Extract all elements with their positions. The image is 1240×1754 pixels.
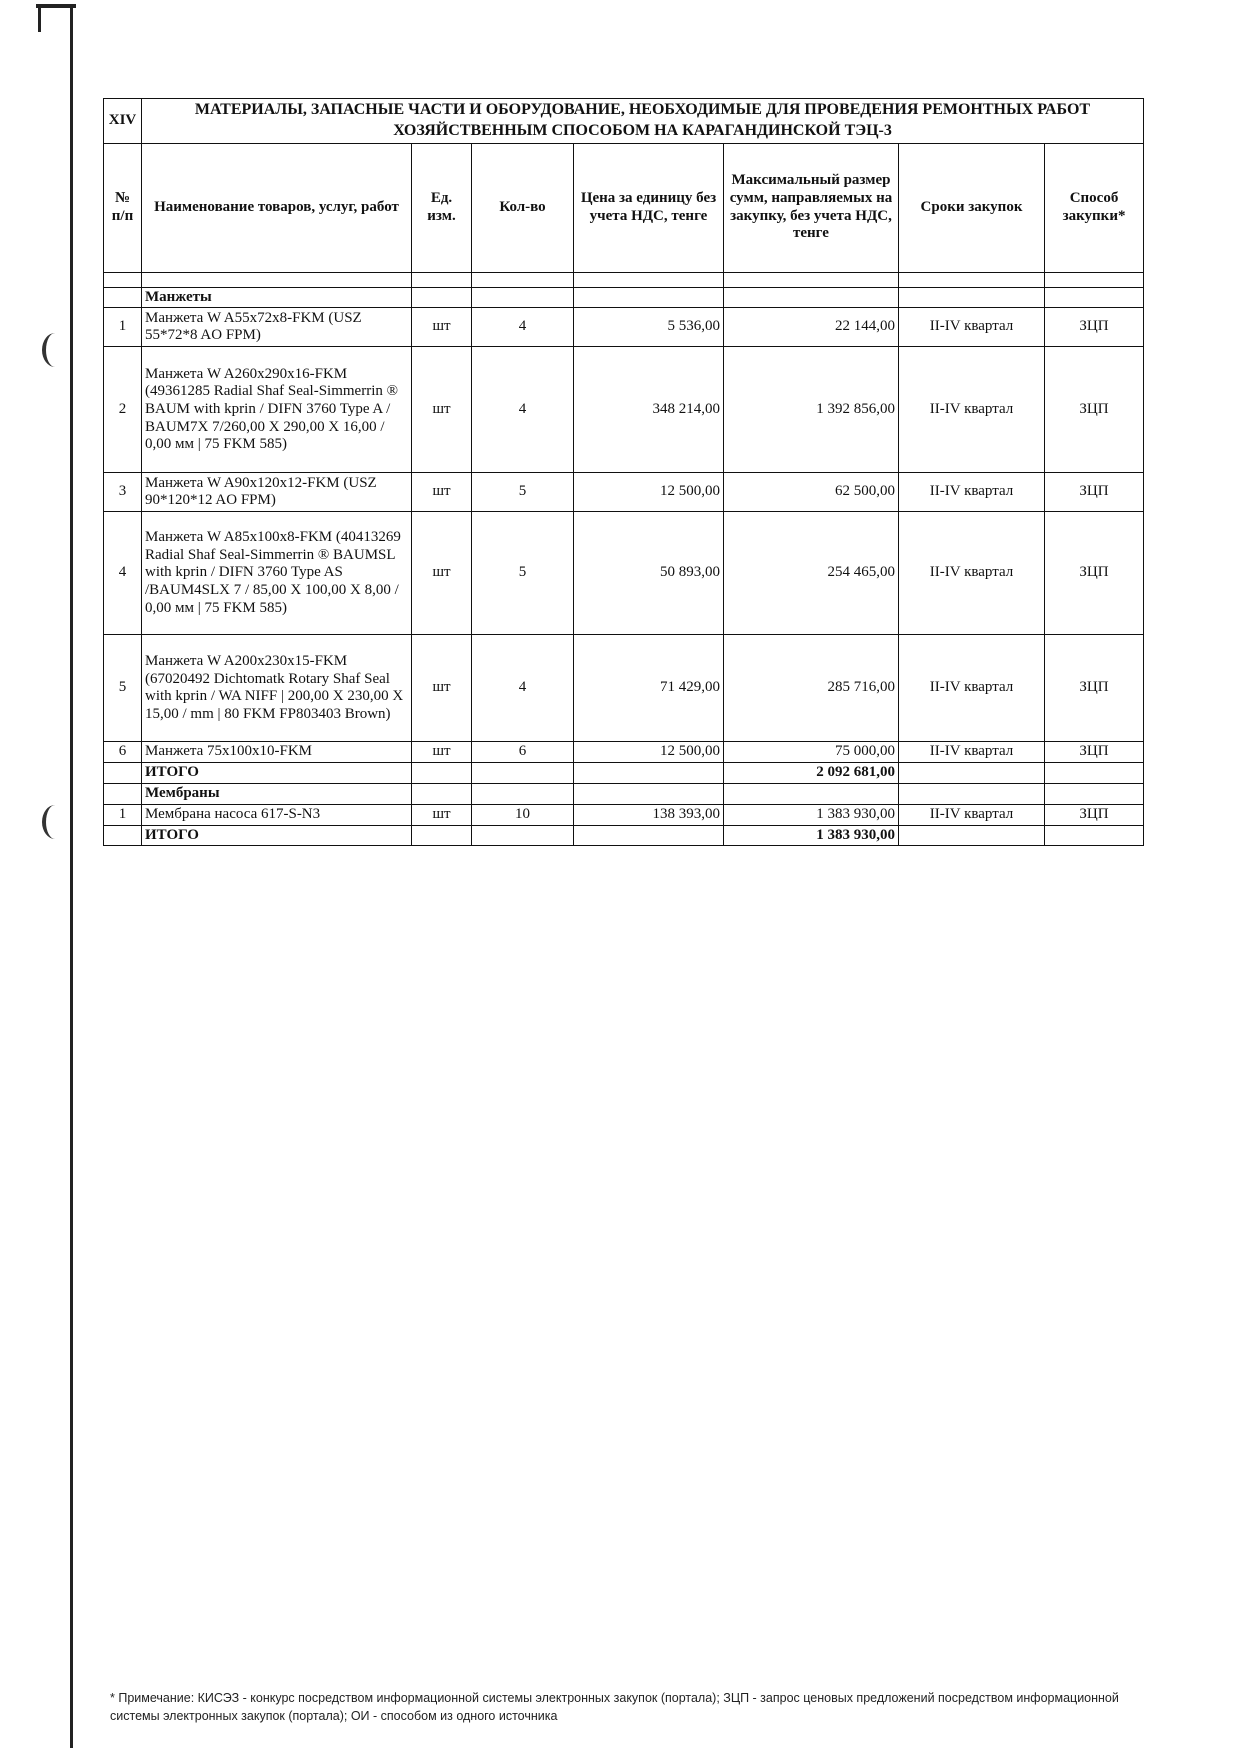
total-empty-cell — [899, 825, 1045, 846]
procurement-table — [103, 98, 1144, 846]
row-number: 4 — [104, 512, 142, 635]
group-empty-cell — [104, 287, 142, 308]
item-unit-price: 71 429,00 — [574, 635, 724, 742]
item-max-sum: 254 465,00 — [724, 512, 899, 635]
item-name: Манжета W A260x290x16-FKM (49361285 Radial Shaf Seal-Simmerrin ® BAUM with kprin / DIFN 3760 Type A / BAUM7X 7/260,00 X 290,00 X 16,00 / 0,00 мм | 75 FKM 585) — [142, 347, 412, 473]
footnote: * Примечание: КИСЭЗ - конкурс посредством информационной системы электронных закупок (портала); ЗЦП - запрос ценовых предложений посредством информационной системы электронных закупок (портала); ОИ - способом из одного источника — [110, 1691, 1119, 1723]
item-quantity: 10 — [472, 804, 574, 825]
item-name: Манжета W A90x120x12-FKM (USZ 90*120*12 AO FPM) — [142, 473, 412, 512]
item-max-sum: 1 392 856,00 — [724, 347, 899, 473]
item-quantity: 5 — [472, 512, 574, 635]
col-header-name: Наименование товаров, услуг, работ — [142, 143, 412, 272]
group-empty-cell — [574, 783, 724, 804]
item-period: II-IV квартал — [899, 308, 1045, 347]
item-period: II-IV квартал — [899, 512, 1045, 635]
item-period: II-IV квартал — [899, 804, 1045, 825]
total-empty-cell — [104, 763, 142, 784]
section-header-row — [104, 99, 1144, 144]
item-unit: шт — [412, 804, 472, 825]
col-header-unit: Ед. изм. — [412, 143, 472, 272]
section-title: МАТЕРИАЛЫ, ЗАПАСНЫЕ ЧАСТИ И ОБОРУДОВАНИЕ, НЕОБХОДИМЫЕ ДЛЯ ПРОВЕДЕНИЯ РЕМОНТНЫХ РАБОТ ХОЗЯЙСТВЕННЫМ СПОСОБОМ НА КАРАГАНДИНСКОЙ ТЭЦ-3 — [142, 99, 1144, 144]
total-row — [104, 763, 1144, 784]
row-number: 2 — [104, 347, 142, 473]
item-method: ЗЦП — [1045, 308, 1144, 347]
total-empty-cell — [472, 825, 574, 846]
col-header-qty: Кол-во — [472, 143, 574, 272]
total-sum: 1 383 930,00 — [724, 825, 899, 846]
item-max-sum: 22 144,00 — [724, 308, 899, 347]
total-row — [104, 825, 1144, 846]
item-unit: шт — [412, 308, 472, 347]
total-sum: 2 092 681,00 — [724, 763, 899, 784]
group-empty-cell — [1045, 783, 1144, 804]
group-empty-cell — [1045, 287, 1144, 308]
item-unit-price: 138 393,00 — [574, 804, 724, 825]
item-unit-price: 12 500,00 — [574, 742, 724, 763]
item-max-sum: 75 000,00 — [724, 742, 899, 763]
total-empty-cell — [1045, 825, 1144, 846]
total-empty-cell — [104, 825, 142, 846]
total-empty-cell — [1045, 763, 1144, 784]
table-row — [104, 308, 1144, 347]
total-empty-cell — [574, 763, 724, 784]
item-unit: шт — [412, 635, 472, 742]
table-row — [104, 512, 1144, 635]
group-name: Мембраны — [142, 783, 412, 804]
item-unit: шт — [412, 512, 472, 635]
item-period: II-IV квартал — [899, 347, 1045, 473]
col-header-method: Способ закупки* — [1045, 143, 1144, 272]
group-empty-cell — [472, 783, 574, 804]
item-unit-price: 5 536,00 — [574, 308, 724, 347]
group-empty-cell — [104, 783, 142, 804]
col-header-period: Сроки закупок — [899, 143, 1045, 272]
group-row — [104, 783, 1144, 804]
table-row — [104, 742, 1144, 763]
item-quantity: 5 — [472, 473, 574, 512]
row-number: 6 — [104, 742, 142, 763]
col-header-price: Цена за единицу без учета НДС, тенге — [574, 143, 724, 272]
row-number: 5 — [104, 635, 142, 742]
total-empty-cell — [574, 825, 724, 846]
item-unit: шт — [412, 742, 472, 763]
item-quantity: 4 — [472, 308, 574, 347]
total-label: ИТОГО — [142, 825, 412, 846]
item-method: ЗЦП — [1045, 635, 1144, 742]
group-empty-cell — [899, 783, 1045, 804]
item-method: ЗЦП — [1045, 347, 1144, 473]
table-row — [104, 635, 1144, 742]
total-empty-cell — [899, 763, 1045, 784]
col-header-num: № п/п — [104, 143, 142, 272]
item-method: ЗЦП — [1045, 512, 1144, 635]
item-period: II-IV квартал — [899, 473, 1045, 512]
item-name: Манжета 75x100x10-FKM — [142, 742, 412, 763]
item-unit: шт — [412, 473, 472, 512]
item-max-sum: 1 383 930,00 — [724, 804, 899, 825]
item-max-sum: 285 716,00 — [724, 635, 899, 742]
row-number: 1 — [104, 308, 142, 347]
binding-mark — [38, 4, 41, 32]
punch-hole-mark — [42, 333, 68, 367]
section-number: XIV — [104, 99, 142, 144]
col-header-max-sum: Максимальный размер сумм, направляемых на закупку, без учета НДС, тенге — [724, 143, 899, 272]
total-empty-cell — [412, 763, 472, 784]
item-method: ЗЦП — [1045, 804, 1144, 825]
column-header-row — [104, 143, 1144, 272]
total-label: ИТОГО — [142, 763, 412, 784]
group-empty-cell — [724, 783, 899, 804]
group-row — [104, 287, 1144, 308]
spacer-row — [104, 272, 1144, 287]
item-quantity: 4 — [472, 347, 574, 473]
total-empty-cell — [472, 763, 574, 784]
group-empty-cell — [472, 287, 574, 308]
table-row — [104, 804, 1144, 825]
item-unit: шт — [412, 347, 472, 473]
item-max-sum: 62 500,00 — [724, 473, 899, 512]
row-number: 1 — [104, 804, 142, 825]
item-quantity: 4 — [472, 635, 574, 742]
group-empty-cell — [412, 783, 472, 804]
item-unit-price: 50 893,00 — [574, 512, 724, 635]
item-period: II-IV квартал — [899, 742, 1045, 763]
item-name: Мембрана насоса 617-S-N3 — [142, 804, 412, 825]
binding-line — [70, 8, 73, 1748]
group-empty-cell — [724, 287, 899, 308]
group-empty-cell — [899, 287, 1045, 308]
total-empty-cell — [412, 825, 472, 846]
item-name: Манжета W A55x72x8-FKM (USZ 55*72*8 AO FPM) — [142, 308, 412, 347]
item-method: ЗЦП — [1045, 473, 1144, 512]
item-unit-price: 12 500,00 — [574, 473, 724, 512]
item-unit-price: 348 214,00 — [574, 347, 724, 473]
item-name: Манжета W A200x230x15-FKM (67020492 Dichtomatk Rotary Shaf Seal with kprin / WA NIFF | 200,00 X 230,00 X 15,00 / mm | 80 FKM FP803403 Brown) — [142, 635, 412, 742]
punch-hole-mark — [42, 805, 68, 839]
item-method: ЗЦП — [1045, 742, 1144, 763]
item-period: II-IV квартал — [899, 635, 1045, 742]
item-name: Манжета W A85x100x8-FKM (40413269 Radial Shaf Seal-Simmerrin ® BAUMSL with kprin / DIFN 3760 Type AS /BAUM4SLX 7 / 85,00 X 100,00 X 8,00 / 0,00 мм | 75 FKM 585) — [142, 512, 412, 635]
table-row — [104, 473, 1144, 512]
group-name: Манжеты — [142, 287, 412, 308]
item-quantity: 6 — [472, 742, 574, 763]
row-number: 3 — [104, 473, 142, 512]
group-empty-cell — [412, 287, 472, 308]
table-row — [104, 347, 1144, 473]
group-empty-cell — [574, 287, 724, 308]
